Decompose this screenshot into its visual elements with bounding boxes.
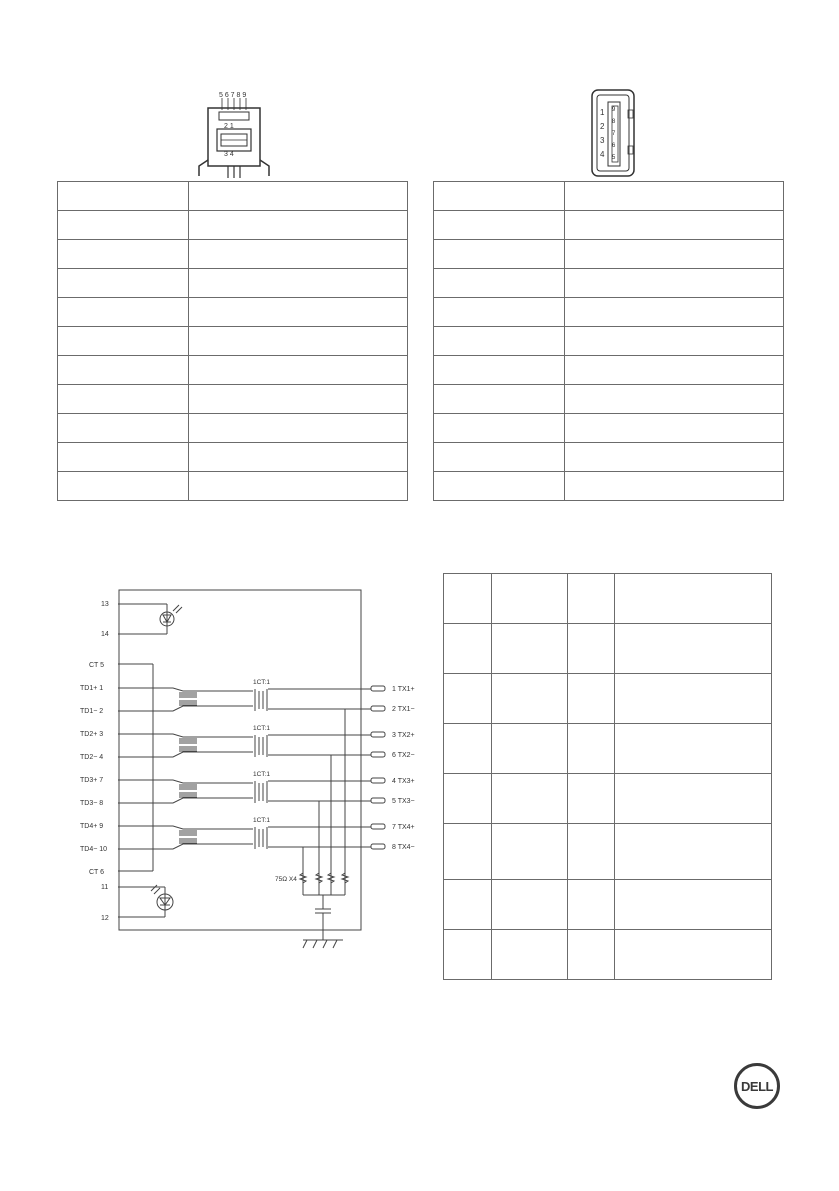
- table-cell: [434, 240, 565, 269]
- table-row: [444, 774, 772, 824]
- table-row: [434, 269, 784, 298]
- table-cell: [444, 774, 492, 824]
- table-cell: [568, 674, 615, 724]
- table-cell: [492, 724, 568, 774]
- table-cell: [568, 574, 615, 624]
- table-cell: [565, 414, 784, 443]
- table-cell: [434, 269, 565, 298]
- table-cell: [189, 443, 408, 472]
- table-row: [434, 182, 784, 211]
- table-cell: [615, 624, 772, 674]
- usb-a-pin-1: 1: [600, 108, 605, 117]
- led-bottom-pin-a-label: 11: [101, 884, 109, 891]
- table-cell: [565, 240, 784, 269]
- transformer-ratio-label: 1CT:1: [253, 679, 270, 686]
- td4-plus-label: TD4+ 9: [80, 823, 104, 830]
- td1-minus-label: TD1− 2: [80, 708, 104, 715]
- table-row: [434, 385, 784, 414]
- table-cell: [434, 385, 565, 414]
- table-cell: [434, 443, 565, 472]
- table-row: [434, 298, 784, 327]
- table-cell: [615, 574, 772, 624]
- tx4-plus-label: 7 TX4+: [392, 824, 415, 831]
- transformer-ratio-label: 1CT:1: [253, 771, 270, 778]
- usb-a-pin-2: 2: [600, 122, 605, 131]
- table-cell: [444, 824, 492, 880]
- usb-a-inner-pin-7: 7: [612, 131, 616, 137]
- table-cell: [568, 724, 615, 774]
- table-cell: [492, 930, 568, 980]
- table-cell: [58, 269, 189, 298]
- rj45-schematic-diagram: [75, 585, 425, 955]
- rj45-pin-table: [443, 573, 772, 980]
- td2-minus-label: TD2− 4: [80, 754, 104, 761]
- table-cell: [615, 774, 772, 824]
- table-cell: [189, 327, 408, 356]
- led-bottom-pin-b-label: 12: [101, 915, 109, 922]
- table-cell: [615, 880, 772, 930]
- td2-plus-label: TD2+ 3: [80, 731, 104, 738]
- tx2-minus-label: 6 TX2−: [392, 752, 415, 759]
- table-row: [434, 211, 784, 240]
- table-cell: [189, 240, 408, 269]
- table-cell: [434, 182, 565, 211]
- tx2-plus-label: 3 TX2+: [392, 732, 415, 739]
- table-row: [58, 298, 408, 327]
- table-cell: [189, 472, 408, 501]
- led-top-pin-b-label: 14: [101, 631, 109, 638]
- usb-b-pin-numbers-top: 5 6 7 8 9: [219, 92, 247, 99]
- table-cell: [565, 385, 784, 414]
- table-cell: [615, 930, 772, 980]
- table-cell: [568, 624, 615, 674]
- table-cell: [444, 624, 492, 674]
- table-row: [58, 327, 408, 356]
- table-cell: [58, 472, 189, 501]
- table-cell: [492, 674, 568, 724]
- td3-plus-label: TD3+ 7: [80, 777, 104, 784]
- usb-a-inner-pin-8: 8: [612, 119, 616, 125]
- ct-top-label: CT 5: [89, 662, 105, 669]
- table-cell: [189, 211, 408, 240]
- table-cell: [565, 472, 784, 501]
- table-row: [444, 930, 772, 980]
- tx3-plus-label: 4 TX3+: [392, 778, 415, 785]
- table-cell: [492, 880, 568, 930]
- usb-b-pin-numbers-bottom: 3 4: [224, 151, 234, 158]
- table-cell: [565, 356, 784, 385]
- table-cell: [58, 182, 189, 211]
- table-cell: [58, 240, 189, 269]
- table-row: [444, 824, 772, 880]
- tx4-minus-label: 8 TX4−: [392, 844, 415, 851]
- tx3-minus-label: 5 TX3−: [392, 798, 415, 805]
- table-row: [58, 269, 408, 298]
- table-cell: [565, 182, 784, 211]
- table-row: [58, 356, 408, 385]
- table-cell: [189, 182, 408, 211]
- table-cell: [565, 211, 784, 240]
- table-cell: [565, 269, 784, 298]
- table-row: [444, 624, 772, 674]
- transformer-ratio-label: 1CT:1: [253, 817, 270, 824]
- table-cell: [444, 724, 492, 774]
- usb-a-pin-table: [433, 181, 784, 501]
- table-cell: [444, 574, 492, 624]
- table-row: [444, 880, 772, 930]
- table-row: [434, 472, 784, 501]
- table-cell: [58, 443, 189, 472]
- table-cell: [58, 298, 189, 327]
- table-cell: [615, 824, 772, 880]
- table-row: [434, 414, 784, 443]
- usb-b-pin-table: [57, 181, 408, 501]
- table-cell: [189, 298, 408, 327]
- table-cell: [58, 327, 189, 356]
- table-row: [434, 240, 784, 269]
- table-cell: [189, 385, 408, 414]
- table-row: [58, 240, 408, 269]
- table-row: [58, 211, 408, 240]
- dell-logo-text: DELL: [741, 1078, 773, 1094]
- table-cell: [565, 298, 784, 327]
- usb-a-connector-icon: [588, 86, 638, 180]
- tx1-plus-label: 1 TX1+: [392, 686, 415, 693]
- td4-minus-label: TD4− 10: [80, 846, 108, 853]
- usb-a-pin-3: 3: [600, 136, 605, 145]
- table-row: [434, 443, 784, 472]
- table-cell: [189, 356, 408, 385]
- td3-minus-label: TD3− 8: [80, 800, 104, 807]
- table-cell: [444, 674, 492, 724]
- table-cell: [58, 385, 189, 414]
- table-cell: [568, 824, 615, 880]
- led-top-pin-a-label: 13: [101, 601, 109, 608]
- table-cell: [434, 298, 565, 327]
- td1-plus-label: TD1+ 1: [80, 685, 104, 692]
- usb-a-inner-pin-9: 9: [612, 107, 616, 113]
- table-cell: [434, 327, 565, 356]
- table-cell: [58, 211, 189, 240]
- table-row: [444, 574, 772, 624]
- table-cell: [434, 472, 565, 501]
- table-row: [58, 414, 408, 443]
- table-cell: [492, 774, 568, 824]
- table-cell: [565, 327, 784, 356]
- table-row: [444, 674, 772, 724]
- table-cell: [565, 443, 784, 472]
- table-cell: [492, 824, 568, 880]
- transformer-ratio-label: 1CT:1: [253, 725, 270, 732]
- table-row: [58, 472, 408, 501]
- table-cell: [434, 356, 565, 385]
- table-row: [444, 724, 772, 774]
- table-cell: [444, 880, 492, 930]
- table-cell: [189, 414, 408, 443]
- resistor-network-label: 75Ω X4: [275, 876, 297, 883]
- usb-b-connector-icon: [195, 88, 273, 180]
- table-cell: [444, 930, 492, 980]
- table-cell: [568, 930, 615, 980]
- table-cell: [615, 674, 772, 724]
- table-cell: [492, 574, 568, 624]
- tx1-minus-label: 2 TX1−: [392, 706, 415, 713]
- dell-logo-icon: [734, 1063, 780, 1109]
- table-row: [434, 327, 784, 356]
- usb-a-pin-4: 4: [600, 150, 605, 159]
- table-row: [434, 356, 784, 385]
- table-cell: [434, 211, 565, 240]
- table-cell: [189, 269, 408, 298]
- usb-a-inner-pin-6: 6: [612, 143, 616, 149]
- table-row: [58, 443, 408, 472]
- table-row: [58, 182, 408, 211]
- table-cell: [58, 414, 189, 443]
- usb-b-pin-numbers-mid: 2 1: [224, 123, 234, 130]
- ct-bottom-label: CT 6: [89, 869, 105, 876]
- table-cell: [58, 356, 189, 385]
- table-cell: [615, 724, 772, 774]
- table-cell: [568, 774, 615, 824]
- table-cell: [492, 624, 568, 674]
- table-cell: [434, 414, 565, 443]
- table-row: [58, 385, 408, 414]
- table-cell: [568, 880, 615, 930]
- usb-a-inner-pin-5: 5: [612, 155, 616, 161]
